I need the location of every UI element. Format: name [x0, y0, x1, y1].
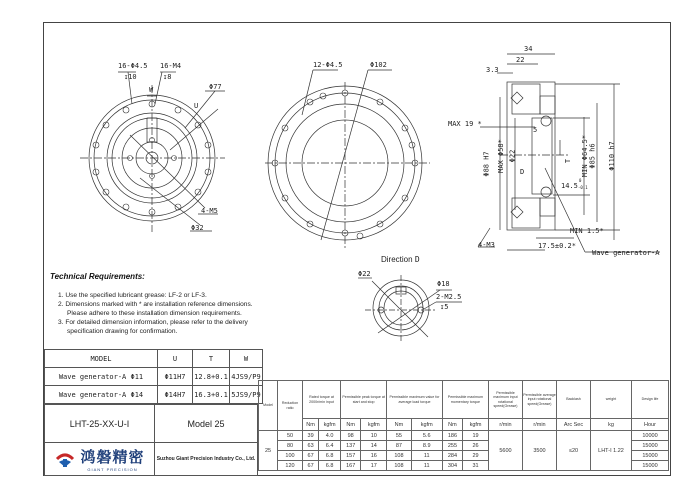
life-cell: 15000 — [632, 451, 669, 461]
rated-kgfm-cell: 6.4 — [319, 441, 341, 451]
section-view-drawing — [478, 54, 660, 252]
unit: r/min — [523, 419, 557, 431]
rear-view-label: Φ102 — [370, 61, 387, 69]
rated-kgfm-cell: 6.8 — [319, 461, 341, 471]
table-cell: 16.3+0.1 — [193, 386, 230, 404]
front-view-label: Φ77 — [209, 83, 222, 91]
spec-header: Design life — [632, 381, 669, 419]
section-label: 22 — [516, 56, 525, 64]
spec-header: Reduction ratio — [278, 381, 303, 431]
company-name: Suzhou Giant Precision Industry Co., Ltd. — [155, 443, 258, 476]
unit: Nm — [303, 419, 319, 431]
unit: kgfm — [361, 419, 387, 431]
table-cell: Φ11H7 — [158, 368, 193, 386]
section-label: -0.1 — [578, 185, 588, 190]
title-block — [44, 404, 258, 476]
peak-kgfm-cell: 17 — [361, 461, 387, 471]
peak-nm-cell: 98 — [341, 431, 361, 441]
logo-english-text: GIANT PRECISION — [87, 467, 138, 472]
avg-kgfm-cell: 5.6 — [411, 431, 442, 441]
front-view-label: Φ32 — [191, 224, 204, 232]
peak-nm-cell: 167 — [341, 461, 361, 471]
ratio-cell: 100 — [278, 451, 303, 461]
technical-requirements-title: Technical Requirements: — [50, 272, 145, 281]
table-cell: 4JS9/P9 — [230, 368, 263, 386]
logo-chinese-text: 鸿磐精密 — [80, 449, 145, 466]
table-header: T — [193, 350, 230, 368]
section-label: MIN 1.5* — [570, 227, 604, 235]
weight-cell: LHT-I 1.22 — [591, 431, 632, 471]
front-view-label: W — [149, 86, 154, 94]
section-label: Φ85 h6 — [588, 143, 597, 169]
spec-header: Permissible peak torque at start and stop — [341, 381, 387, 419]
spec-header: Permissible maximum input rotational speed(Grease) — [489, 381, 523, 419]
backlash-cell: ≤20 — [557, 431, 591, 471]
front-view-label: U — [194, 102, 199, 110]
section-label: MAX Φ58* — [496, 139, 505, 173]
section-label: 0 — [579, 178, 582, 183]
rated-kgfm-cell: 4.0 — [319, 431, 341, 441]
section-label: Φ22 — [508, 149, 517, 163]
unit: kgfm — [411, 419, 442, 431]
requirement-item: 3. For detailed dimension information, please refer to the delivery — [58, 319, 248, 326]
rated-nm-cell: 67 — [303, 461, 319, 471]
avg-kgfm-cell: 8.9 — [411, 441, 442, 451]
mom-nm-cell: 255 — [442, 441, 462, 451]
avg-nm-cell: 55 — [387, 431, 412, 441]
rated-nm-cell: 39 — [303, 431, 319, 441]
mom-kgfm-cell: 31 — [463, 461, 489, 471]
mom-nm-cell: 284 — [442, 451, 462, 461]
peak-nm-cell: 137 — [341, 441, 361, 451]
peak-nm-cell: 157 — [341, 451, 361, 461]
front-view-label: ↧10 — [124, 73, 137, 81]
giant-precision-logo-icon — [54, 450, 76, 468]
front-view-label: ↧8 — [163, 73, 172, 81]
spec-header: Permissible maximum momentary torque — [442, 381, 488, 419]
spec-units-row — [259, 419, 669, 431]
spec-header-row — [259, 381, 669, 419]
spec-model: 25 — [259, 431, 278, 471]
front-view-label: 16-M4 — [160, 62, 182, 70]
table-cell: Φ14H7 — [158, 386, 193, 404]
unit: Nm — [442, 419, 462, 431]
table-cell: Wave generator-A Φ11 — [45, 368, 158, 386]
requirement-item: Please adhere to these installation dimension requirements. — [67, 310, 242, 317]
spec-header: Permissible maximum value for average load torque — [387, 381, 443, 419]
unit: kgfm — [463, 419, 489, 431]
avg-nm-cell: 108 — [387, 451, 412, 461]
unit: Arc Sec — [557, 419, 591, 431]
table-cell: Wave generator-A Φ14 — [45, 386, 158, 404]
mom-kgfm-cell: 19 — [463, 431, 489, 441]
section-label: 5 — [533, 126, 538, 134]
section-label: MAX 19 * — [448, 120, 482, 128]
max-speed-cell: 5600 — [489, 431, 523, 471]
life-cell: 15000 — [632, 461, 669, 471]
unit: r/min — [489, 419, 523, 431]
section-label: MIN Φ64.5* — [581, 134, 590, 178]
section-label: 34 — [524, 45, 533, 53]
avg-kgfm-cell: 11 — [411, 461, 442, 471]
direction-view-label: Φ18 — [437, 280, 450, 288]
spec-header: Permissible average input rotational speed(Grease) — [523, 381, 557, 419]
mom-kgfm-cell: 26 — [463, 441, 489, 451]
company-logo — [45, 443, 155, 476]
spec-table — [258, 380, 669, 471]
rated-kgfm-cell: 6.8 — [319, 451, 341, 461]
model-name: Model 25 — [155, 405, 258, 443]
spec-header: Rated torque at 2000r/min input — [303, 381, 341, 419]
section-label: 17.5±0.2* — [538, 242, 576, 250]
rated-nm-cell: 67 — [303, 451, 319, 461]
table-cell: 5JS9/P9 — [230, 386, 263, 404]
avg-speed-cell: 3500 — [523, 431, 557, 471]
avg-kgfm-cell: 11 — [411, 451, 442, 461]
table-header: W — [230, 350, 263, 368]
unit: Nm — [387, 419, 412, 431]
avg-nm-cell: 87 — [387, 441, 412, 451]
section-label: 14.5 — [561, 182, 578, 190]
spec-header: weight — [591, 381, 632, 419]
ratio-cell: 80 — [278, 441, 303, 451]
unit: Hour — [632, 419, 669, 431]
rated-nm-cell: 63 — [303, 441, 319, 451]
spec-header: Model — [259, 381, 278, 431]
table-row — [45, 368, 263, 386]
peak-kgfm-cell: 14 — [361, 441, 387, 451]
requirement-item: 1. Use the specified lubricant grease: LF-2 or LF-3. — [58, 292, 207, 299]
table-row — [45, 386, 263, 404]
section-label: 3.3 — [486, 66, 499, 74]
unit: kgfm — [319, 419, 341, 431]
peak-kgfm-cell: 10 — [361, 431, 387, 441]
ratio-cell: 120 — [278, 461, 303, 471]
direction-view-label: ↧5 — [440, 303, 449, 311]
section-label: Φ110 h7 — [607, 141, 616, 171]
section-label: 4-M3 — [478, 241, 495, 249]
section-label: T — [564, 158, 573, 164]
direction-view-label: 2-M2.5 — [436, 293, 462, 301]
section-label: D — [520, 168, 525, 176]
front-view-label: 16-Φ4.5 — [118, 62, 148, 70]
section-label: Φ88 H7 — [482, 151, 491, 177]
table-cell: 12.8+0.1 — [193, 368, 230, 386]
avg-nm-cell: 108 — [387, 461, 412, 471]
life-cell: 10000 — [632, 431, 669, 441]
table-header: U — [158, 350, 193, 368]
spec-row — [259, 431, 669, 441]
life-cell: 15000 — [632, 441, 669, 451]
mom-kgfm-cell: 29 — [463, 451, 489, 461]
peak-kgfm-cell: 16 — [361, 451, 387, 461]
rear-view-label: 12-Φ4.5 — [313, 61, 343, 69]
technical-requirements-list — [58, 291, 253, 336]
table-header-row — [45, 350, 263, 368]
direction-view-label: Φ22 — [358, 270, 371, 278]
mom-nm-cell: 186 — [442, 431, 462, 441]
unit: kg — [591, 419, 632, 431]
direction-view-title: Direction D — [381, 255, 420, 264]
unit: Nm — [341, 419, 361, 431]
section-label: Wave generator-A — [592, 249, 660, 257]
spec-header: Backlash — [557, 381, 591, 419]
front-view-label: 4-M5 — [201, 207, 218, 215]
mom-nm-cell: 304 — [442, 461, 462, 471]
part-number: LHT-25-XX-U-I — [45, 405, 155, 443]
rear-view-drawing — [265, 70, 430, 248]
ratio-cell: 50 — [278, 431, 303, 441]
model-table — [44, 349, 263, 404]
table-header: MODEL — [45, 350, 158, 368]
requirement-item: 2. Dimensions marked with * are installation reference dimensions. — [58, 301, 253, 308]
requirement-item: specification drawing for confirmation. — [67, 328, 178, 335]
